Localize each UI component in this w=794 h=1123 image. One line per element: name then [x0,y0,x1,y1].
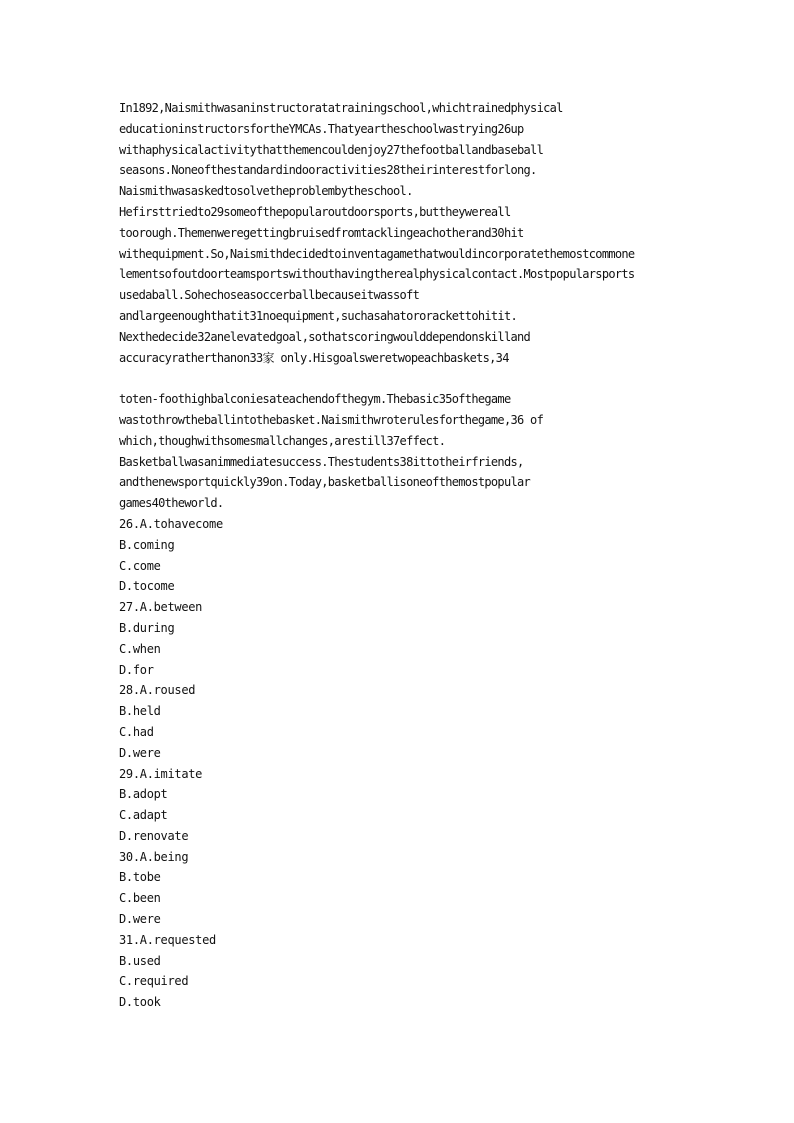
option-a: 31.A.requested [119,932,216,947]
passage-line: In1892,Naismithwasaninstructoratatrainingschool,whichtrainedphysical [119,101,563,115]
option-c: C.had [119,724,154,739]
option-c: C.come [119,558,161,573]
passage-line: accuracyratherthanon33家 only.Hisgoalsweretwopeachbaskets,34 [119,350,509,365]
passage-line: seasons.Noneofthestandardindooractivities28theirinterestforlong. [119,163,537,178]
passage-line: andlargeenoughthatit31noequipment,suchasahatororackettohitit. [119,308,518,323]
option-a: 26.A.tohavecome [119,516,223,531]
option-c: C.adapt [119,808,168,823]
passage-paragraph-2 [119,389,689,514]
passage-line: andthenewsportquickly39on.Today,basketballisoneofthemostpopular [119,475,531,490]
option-a: 27.A.between [119,600,203,615]
passage-line: toten-foothighbalconiesateachendofthegym.Thebasic35ofthegame [119,392,511,407]
passage-line: Naismithwasaskedtosolvetheproblembytheschool. [119,184,413,199]
passage-line: Basketballwasanimmediatesuccess.Thestudents38ittotheirfriends, [119,454,524,469]
question-26 [119,514,689,597]
question-31 [119,930,689,1013]
passage-line: wastothrowtheballintothebasket.Naismithwroterulesforthegame,36 of [119,412,544,427]
option-a: 29.A.imitate [119,766,203,781]
option-b: B.adopt [119,787,168,802]
passage-line: toorough.Themenweregettingbruisedfromtacklingeachotherand30hit [119,225,524,240]
option-a: 30.A.being [119,849,189,864]
question-list [119,514,689,1013]
question-28 [119,680,689,763]
option-d: D.were [119,745,161,760]
question-27 [119,597,689,680]
option-b: B.coming [119,537,175,552]
passage-line: lementsofoutdoorteamsportswithouthavingtherealphysicalcontact.Mostpopularsports [119,267,635,282]
passage-line: Hefirsttriedto29someofthepopularoutdoorsports,buttheywereall [119,204,511,219]
option-b: B.tobe [119,870,161,885]
option-a: 28.A.roused [119,683,196,698]
passage-line: which,thoughwithsomesmallchanges,arestill37effect. [119,433,446,448]
option-d: D.were [119,912,161,927]
question-29 [119,764,689,847]
option-c: C.when [119,641,161,656]
passage-line: usedaball.Sohechoseasoccerballbecauseitwassoft [119,288,420,303]
option-d: D.renovate [119,828,189,843]
option-b: B.held [119,704,161,719]
passage-line: withaphysicalactivitythatthemencouldenjoy27thefootballandbaseball [119,142,544,157]
question-30 [119,847,689,930]
document-content [119,98,689,1013]
passage-line: Nexthedecide32anelevatedgoal,sothatscoringwoulddependonskilland [119,329,531,344]
option-c: C.required [119,974,189,989]
passage-line: games40theworld. [119,496,224,511]
option-b: B.during [119,620,175,635]
option-d: D.took [119,995,161,1010]
passage-line: educationinstructorsfortheYMCAs.Thatyeartheschoolwastrying26up [119,121,524,136]
option-b: B.used [119,953,161,968]
option-d: D.tocome [119,579,175,594]
passage-paragraph-1 [119,98,689,368]
passage-line: withequipment.So,Naismithdecidedtoinventagamethatwouldincorporatethemostcommone [119,246,635,261]
paragraph-spacer [119,368,689,389]
option-d: D.for [119,662,154,677]
option-c: C.been [119,891,161,906]
